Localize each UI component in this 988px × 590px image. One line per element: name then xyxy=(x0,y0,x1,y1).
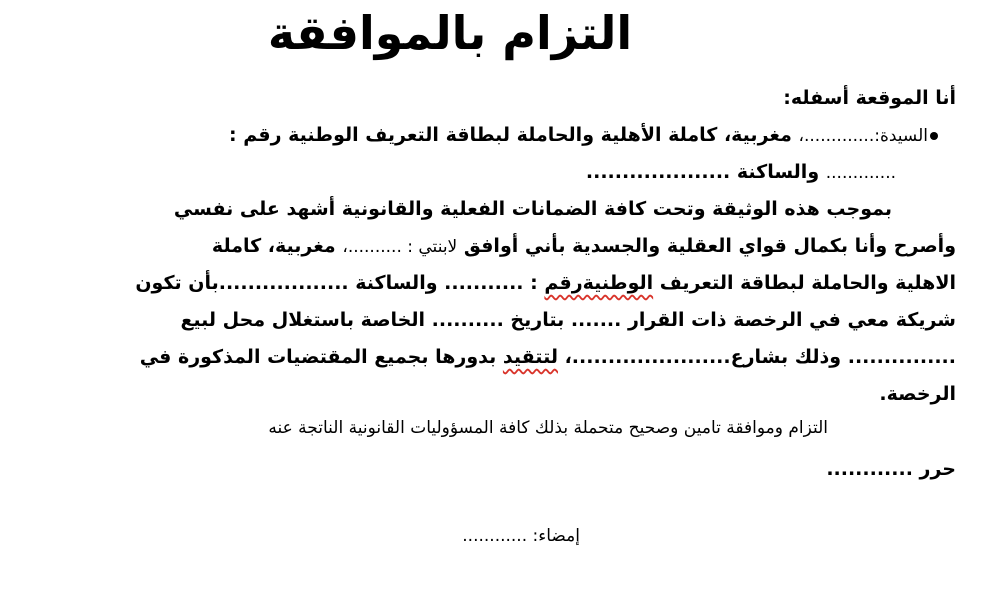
bullet-icon xyxy=(930,132,938,140)
residence-text: والساكنة .................... xyxy=(585,161,826,183)
paragraph-line-3-b: : ........... والساكنة ..................بأن تكون xyxy=(135,272,545,294)
commitment-line: التزام وموافقة تامين وصحيح متحملة بذلك كافة المسؤوليات القانونية الناتجة عنه xyxy=(268,418,828,438)
bullet-line xyxy=(229,117,928,154)
paragraph-line-2-c: مغربية، كاملة xyxy=(211,235,343,257)
paragraph-line-2 xyxy=(212,228,956,265)
intro-line: أنا الموقعة أسفله: xyxy=(783,87,956,109)
paragraph-line-5 xyxy=(140,339,956,375)
paragraph-line-1: بموجب هذه الوثيقة وتحت كافة الضمانات الفعلية والقانونية أشهد على نفسي xyxy=(173,198,892,220)
bullet-text: مغربية، كاملة الأهلية والحاملة لبطاقة التعريف الوطنية رقم : xyxy=(229,124,799,146)
document-title: التزام بالموافقة xyxy=(267,6,633,60)
paragraph-line-5-b: بدورها بجميع المقتضيات المذكورة في xyxy=(139,346,503,368)
paragraph-line-4: شريكة معي في الرخصة ذات القرار ....... بتاريخ .......... الخاصة باستغلال محل لبيع xyxy=(180,309,956,331)
paragraph-line-3 xyxy=(135,265,956,301)
spellcheck-word-2: لتتقيد xyxy=(502,346,558,368)
paragraph-line-2-a: وأصرح وأنا بكمال قواي العقلية والجسدية بأني أوافق xyxy=(457,235,956,257)
lady-label: السيدة:.............، xyxy=(798,126,928,146)
paragraph-line-6: الرخصة. xyxy=(879,383,956,405)
paragraph-line-5-a: ............... وذلك بشارع......................، xyxy=(557,346,956,368)
daughter-label: لابنتي : ..........، xyxy=(342,237,458,257)
paragraph-line-3-a: الاهلية والحاملة لبطاقة التعريف xyxy=(653,272,956,294)
bullet-continuation xyxy=(586,154,896,191)
signature-line: إمضاء: ............ xyxy=(462,526,580,546)
id-number-blank: ............. xyxy=(825,163,896,183)
spellcheck-word-1: الوطنيةرقم xyxy=(544,272,654,294)
signed-at-line: حرر ............ xyxy=(826,458,956,480)
